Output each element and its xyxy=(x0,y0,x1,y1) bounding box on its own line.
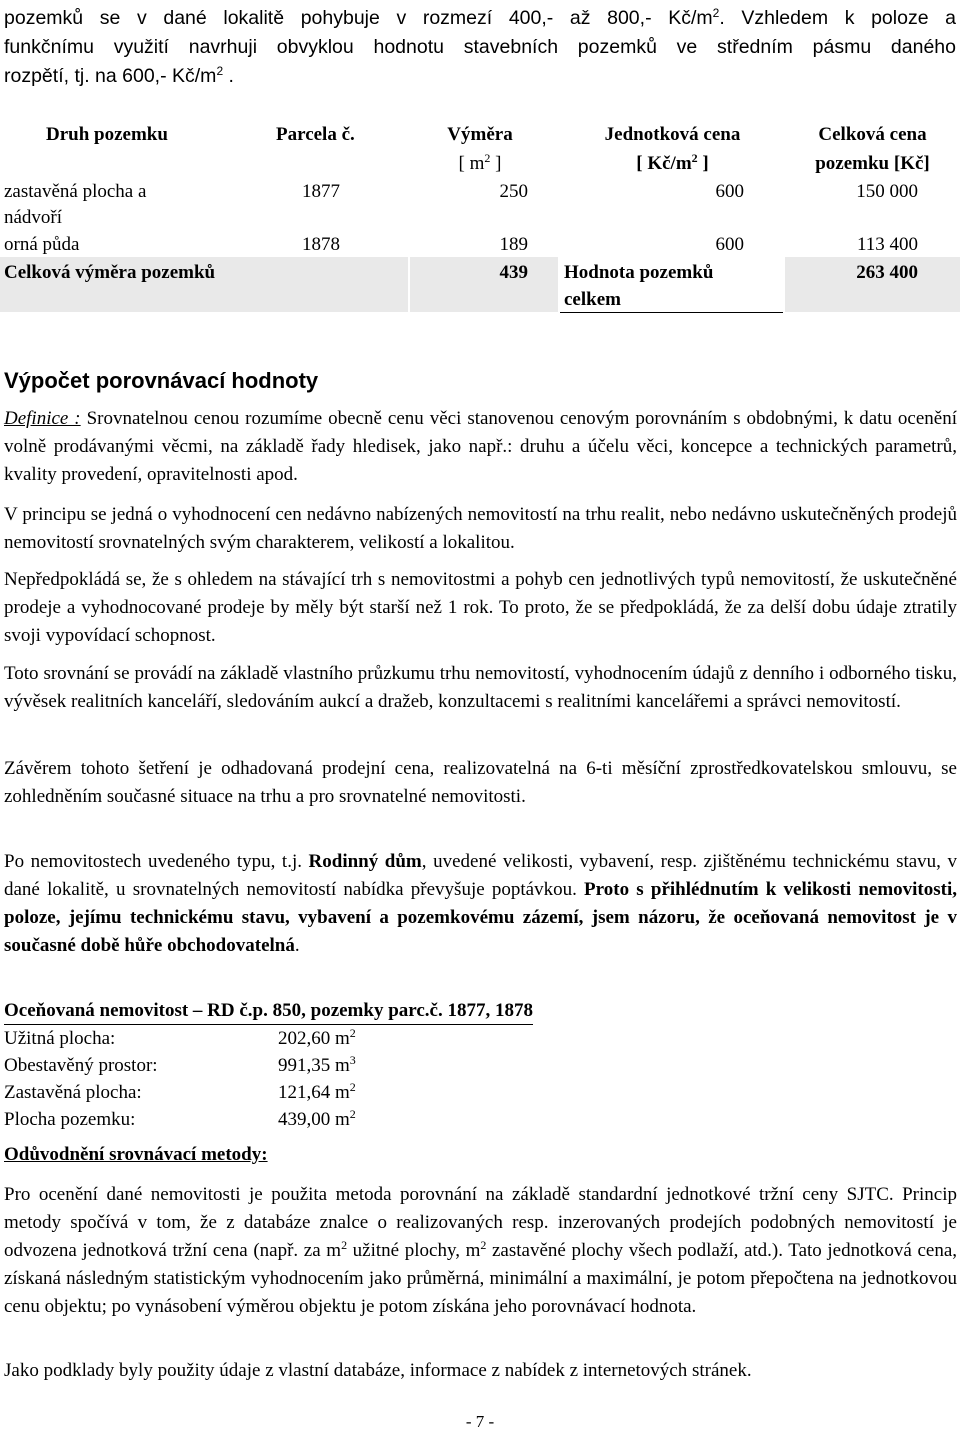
superscript: 2 xyxy=(484,151,491,165)
property-title: Oceňovaná nemovitost – RD č.p. 850, pozemky parc.č. 1877, 1878 xyxy=(4,997,533,1025)
property-value: 439,00 m xyxy=(278,1109,350,1130)
property-value: 202,60 m xyxy=(278,1028,350,1049)
header-celkova-cena xyxy=(785,120,960,178)
page-number: - 7 - xyxy=(465,1412,495,1431)
method-title: Odůvodnění srovnávací metody: xyxy=(4,1144,268,1165)
paragraph-assessment xyxy=(4,848,957,960)
property-value: 991,35 m xyxy=(278,1055,350,1076)
property-label: Plocha pozemku: xyxy=(4,1109,136,1130)
assessment-text: Po nemovitostech uvedeného typu, t.j. xyxy=(4,851,309,872)
superscript: 2 xyxy=(349,1080,356,1094)
header-jednotkova-cena xyxy=(560,120,785,178)
header-jedn-unit: [ Kč/m xyxy=(636,153,692,174)
header-parcela: Parcela č. xyxy=(276,124,355,145)
row-druh: orná půda xyxy=(4,234,80,255)
paragraph-sources: Jako podklady byly použity údaje z vlastní databáze, informace z nabídek z internetových stránek. xyxy=(4,1360,752,1381)
table-header-row xyxy=(0,118,960,176)
header-vymera-unit: [ m xyxy=(458,153,485,174)
header-jedn-bracket: ] xyxy=(697,153,709,174)
table-row xyxy=(0,232,960,260)
paragraph-method xyxy=(4,1181,957,1321)
total-hodnota-cell xyxy=(560,257,783,313)
header-jedn-line1: Jednotková cena xyxy=(604,124,741,145)
superscript: 2 xyxy=(341,1238,348,1252)
row-druh xyxy=(4,179,146,231)
property-item xyxy=(4,1106,356,1133)
superscript: 2 xyxy=(712,6,720,20)
total-vymera: 439 xyxy=(499,262,528,283)
header-vymera-line2 xyxy=(410,149,550,178)
definition-paragraph xyxy=(4,405,957,489)
method-text: zastavěné plochy všech podlaží, atd.). Tato jednotková cena, získaná následným statistickým vyhodnocením jako průměrná, minimální a maximální, je potom přepočtena na jednotkovou cenu objektu; po vynásobení výměrou objektu je potom získána jeho porovnávací hodnota. xyxy=(4,1240,957,1317)
row-celkova-cena: 113 400 xyxy=(856,234,918,255)
section-title: Výpočet porovnávací hodnoty xyxy=(4,368,319,393)
property-label: Obestavěný prostor: xyxy=(4,1055,158,1076)
property-value: 121,64 m xyxy=(278,1082,350,1103)
property-label: Zastavěná plocha: xyxy=(4,1082,142,1103)
header-vymera-bracket: ] xyxy=(490,153,502,174)
header-celk-line1: Celková cena xyxy=(818,124,927,145)
intro-text: . xyxy=(223,65,234,87)
superscript: 2 xyxy=(480,1238,487,1252)
intro-text: pozemků se v dané lokalitě pohybuje v rozmezí 400,- až 800,- Kč/m xyxy=(4,7,713,29)
superscript: 2 xyxy=(349,1107,356,1121)
superscript: 3 xyxy=(349,1053,356,1067)
row-jednotkova-cena: 600 xyxy=(715,234,744,255)
total-label: Celková výměra pozemků xyxy=(4,262,216,283)
intro-paragraph xyxy=(4,4,956,91)
total-vymera-cell xyxy=(410,257,558,312)
total-hodnota-line2: celkem xyxy=(564,289,621,310)
total-celk-cell xyxy=(785,257,960,312)
total-celkova-cena: 263 400 xyxy=(856,262,918,283)
intro-text: . Vzhledem k poloze a xyxy=(719,7,957,29)
superscript: 2 xyxy=(216,64,224,78)
property-item xyxy=(4,1052,356,1079)
table-row xyxy=(0,176,960,232)
header-jedn-line2 xyxy=(560,149,785,178)
superscript: 2 xyxy=(349,1026,356,1040)
assessment-text: . xyxy=(294,935,300,956)
row-celkova-cena: 150 000 xyxy=(856,181,918,202)
header-druh-pozemku: Druh pozemku xyxy=(46,124,168,145)
property-item xyxy=(4,1079,356,1106)
definition-label: Definice : xyxy=(4,408,81,429)
total-label-cell xyxy=(0,257,408,312)
intro-text: rozpětí, tj. na 600,- Kč/m xyxy=(4,65,217,87)
header-celk-line2: pozemku [Kč] xyxy=(815,153,930,174)
row-jednotkova-cena: 600 xyxy=(715,181,744,202)
paragraph-assumption: Nepředpokládá se, že s ohledem na stávající trh s nemovitostmi a pohyb cen jednotlivých typů nemovitostí, že uskutečněné prodeje a vyhodnocované prodeje by měly být starší než 1 rok. To proto, že se předpokládá, že za delší dobu údaje ztratily svoji vypovídací schopnost. xyxy=(4,569,957,646)
property-label: Užitná plocha: xyxy=(4,1028,116,1049)
intro-line-1 xyxy=(4,4,956,33)
paragraph-comparison: Toto srovnání se provádí na základě vlastního průzkumu trhu nemovitostí, vyhodnocením údajů z denního i odborného tisku, vývěsek realitních kanceláří, sledováním aukcí a dražeb, konzultacemi s realitními kancelářemi a správci nemovitostí. xyxy=(4,663,957,712)
property-type: Rodinný dům xyxy=(308,851,422,872)
row-vymera: 189 xyxy=(499,234,528,255)
property-item xyxy=(4,1025,356,1052)
row-vymera: 250 xyxy=(499,181,528,202)
method-text: užitné plochy, m xyxy=(347,1240,481,1261)
assessment-bold: Proto s přihlédnutím k velikosti nemovitosti, poloze, jejímu technickému stavu, vybavení a pozemkovému zázemí, jsem názoru, že oceňovaná nemovitost je v současné době hůře obchodovatelná xyxy=(4,879,958,956)
header-vymera xyxy=(410,120,550,178)
row-druh-line2: nádvoří xyxy=(4,207,63,228)
paragraph-principle: V principu se jedná o vyhodnocení cen nedávno nabízených nemovitostí na trhu realit, nebo nedávno uskutečněných prodejů nemovitostí srovnatelných svým charakterem, velikostí a lokalitou. xyxy=(4,504,957,553)
row-parcela: 1877 xyxy=(302,181,340,202)
total-hodnota-line1: Hodnota pozemků xyxy=(564,262,714,283)
header-vymera-line1: Výměra xyxy=(447,124,513,145)
superscript: 2 xyxy=(691,151,698,165)
intro-line-2: funkčnímu využití navrhuji obvyklou hodnotu stavebních pozemků ve středním pásmu daného xyxy=(4,36,956,58)
row-parcela: 1878 xyxy=(302,234,340,255)
assessment-text: , uvedené velikosti, vybavení, resp. zjištěnému technickému stavu, v dané lokalitě, u srovnatelných nemovitostí nabídka převyšuje poptávkou. xyxy=(4,851,957,900)
definition-text: Srovnatelnou cenou rozumíme obecně cenu věci stanovenou cenovým porovnáním s obdobnými, k datu ocenění volně prodávanými věcmi, na základě řady hledisek, jako např.: druhu a účelu věci, koncepce a technických parametrů, kvality provedení, opravitelnosti apod. xyxy=(4,408,957,485)
row-druh-line1: zastavěná plocha a xyxy=(4,181,147,202)
intro-line-3 xyxy=(4,62,956,91)
method-text: Pro ocenění dané nemovitosti je použita metoda porovnání na základě standardní jednotkové tržní ceny SJTC. Princip metody spočívá v tom, že z databáze znalce o realizovaných resp. inzerovaných prodejích podobných nemovitostí je odvozena jednotková tržní cena (např. za m xyxy=(4,1184,957,1261)
table-total-row xyxy=(0,257,960,312)
paragraph-conclusion: Závěrem tohoto šetření je odhadovaná prodejní cena, realizovatelná na 6-ti měsíční zprostředkovatelskou smlouvu, se zohledněním současné situace na trhu a pro srovnatelné nemovitosti. xyxy=(4,758,957,807)
